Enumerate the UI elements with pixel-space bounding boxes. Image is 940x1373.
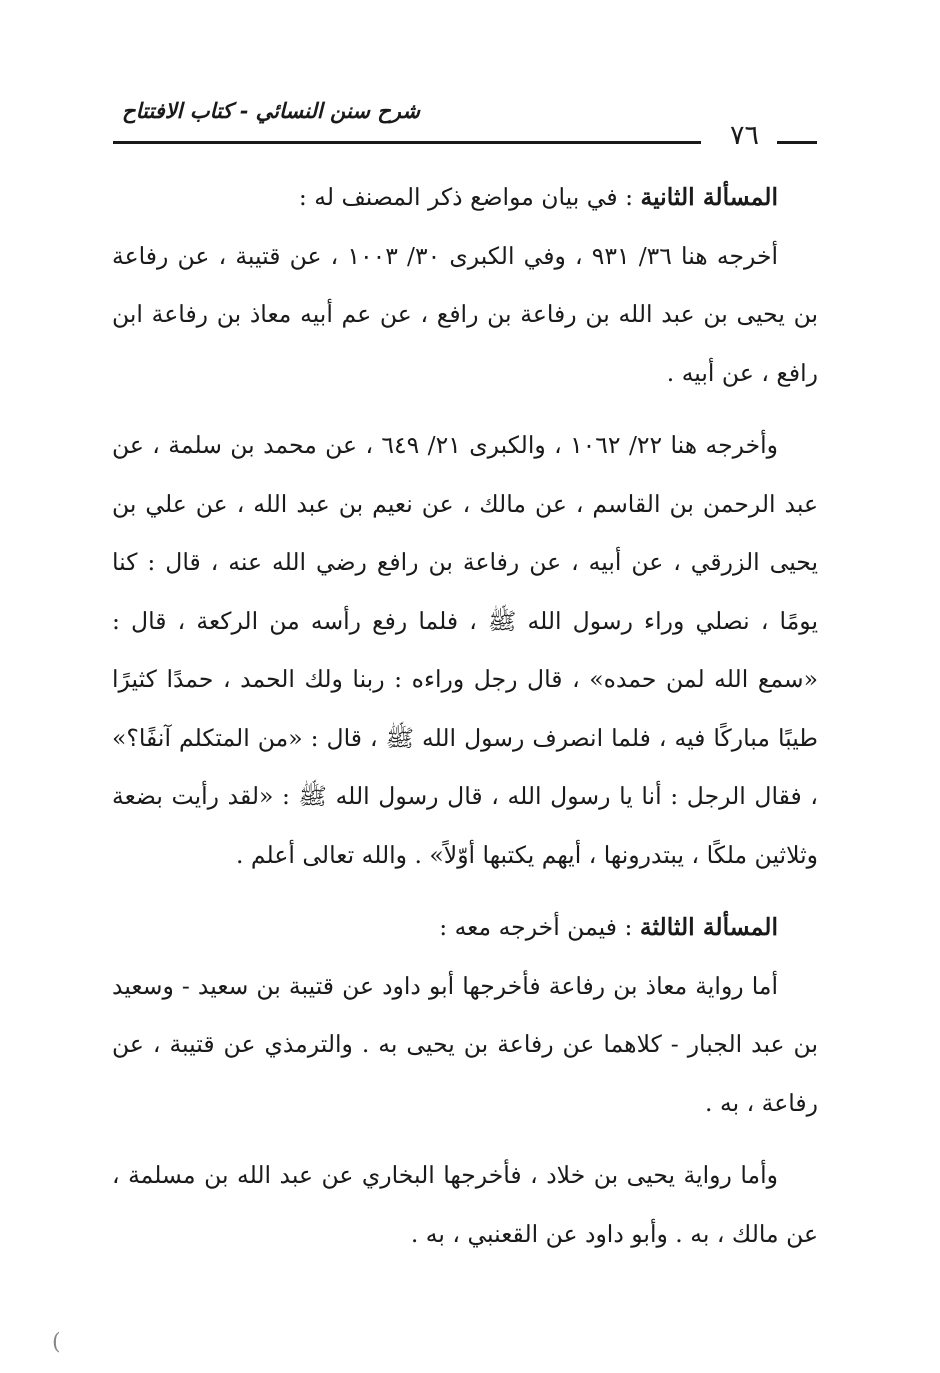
running-header-title: شرح سنن النسائي - كتاب الافتتاح [122, 98, 420, 123]
header-rule-short [777, 141, 817, 144]
section-heading [112, 168, 818, 227]
section-heading-label: المسألة الثالثة [639, 913, 778, 941]
header-rule [113, 141, 701, 144]
scan-mark: ) [52, 1330, 61, 1355]
section-heading [112, 898, 818, 957]
page-body [112, 168, 818, 1277]
section-heading-text: : فيمن أخرجه معه : [439, 913, 633, 941]
paragraph: وأما رواية يحيى بن خلاد ، فأخرجها البخاري عن عبد الله بن مسلمة ، عن مالك ، به . وأبو داود عن القعنبي ، به . [112, 1161, 818, 1248]
section-heading-label: المسألة الثانية [640, 183, 778, 211]
paragraph: وأخرجه هنا ٢٢/ ١٠٦٢ ، والكبرى ٢١/ ٦٤٩ ، عن محمد بن سلمة ، عن عبد الرحمن بن القاسم ، عن مالك ، عن نعيم بن عبد الله ، عن علي بن يحيى الزرقي ، عن أبيه ، عن رفاعة بن رافع رضي الله عنه ، قال : كنا يومًا ، نصلي وراء رسول الله ﷺ ، فلما رفع رأسه من الركعة ، قال : «سمع الله لمن حمده» ، قال رجل وراءه : ربنا ولك الحمد ، حمدًا كثيرًا طيبًا مباركًا فيه ، فلما انصرف رسول الله ﷺ ، قال : «من المتكلم آنفًا؟» ، فقال الرجل : أنا يا رسول الله ، قال رسول الله ﷺ : «لقد رأيت بضعة وثلاثين ملكًا ، يبتدرونها ، أيهم يكتبها أوّلاً» . والله تعالى أعلم . [112, 431, 818, 869]
section-heading-text: : في بيان مواضع ذكر المصنف له : [298, 183, 633, 211]
paragraph: أما رواية معاذ بن رفاعة فأخرجها أبو داود عن قتيبة بن سعيد - وسعيد بن عبد الجبار - كلاهما عن رفاعة بن يحيى به . والترمذي عن قتيبة ، عن رفاعة ، به . [112, 971, 818, 1117]
paragraph: أخرجه هنا ٣٦/ ٩٣١ ، وفي الكبرى ٣٠/ ١٠٠٣ ، عن قتيبة ، عن رفاعة بن يحيى بن عبد الله بن رفاعة بن رافع ، عن عم أبيه معاذ بن رفاعة ابن رافع ، عن أبيه . [112, 241, 818, 387]
page-number: ٧٦ [730, 120, 760, 151]
